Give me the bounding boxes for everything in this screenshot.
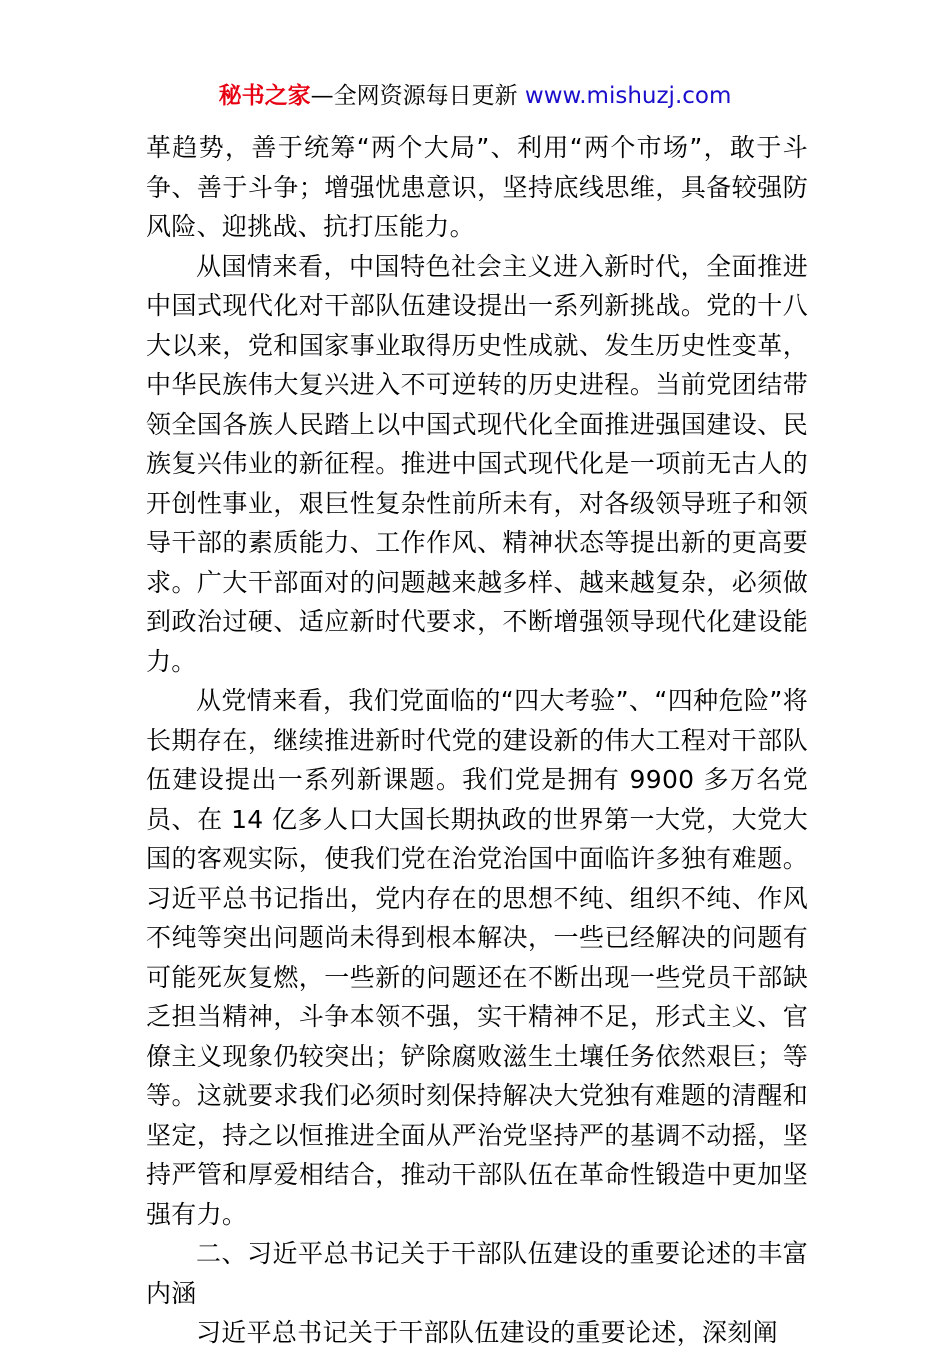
header-tagline: —全网资源每日更新 xyxy=(310,83,518,109)
paragraph-national-situation: 从国情来看，中国特色社会主义进入新时代，全面推进中国式现代化对干部队伍建设提出一系列新挑战。党的十八大以来，党和国家事业取得历史性成就、发生历史性变革，中华民族伟大复兴进入不可逆转的历史进程。当前党团结带领全国各族人民踏上以中国式现代化全面推进强国建设、民族复兴伟业的新征程。推进中国式现代化是一项前无古人的开创性事业，艰巨性复杂性前所未有，对各级领导班子和领导干部的素质能力、工作作风、精神状态等提出新的更高要求。广大干部面对的问题越来越多样、越来越复杂，必须做到政治过硬、适应新时代要求，不断增强领导现代化建设能力。 xyxy=(146,251,808,676)
page-header xyxy=(0,80,950,112)
section-heading: 二、习近平总书记关于干部队伍建设的重要论述的丰富内涵 xyxy=(146,1239,808,1308)
brand-name: 秘书之家 xyxy=(218,83,311,109)
document-body xyxy=(146,128,808,1353)
paragraph-continued: 革趋势，善于统筹“两个大局”、利用“两个市场”，敢于斗争、善于斗争；增强忧患意识，坚持底线思维，具备较强防风险、迎挑战、抗打压能力。 xyxy=(146,133,808,241)
paragraph-section-intro: 习近平总书记关于干部队伍建设的重要论述，深刻阐 xyxy=(196,1318,778,1347)
site-url-link[interactable]: www.mishuzj.com xyxy=(524,83,732,109)
paragraph-party-situation: 从党情来看，我们党面临的“四大考验”、“四种危险”将长期存在，继续推进新时代党的建设新的伟大工程对干部队伍建设提出一系列新课题。我们党是拥有 9900 多万名党员、在 14 亿多人口大国长期执政的世界第一大党，大党大国的客观实际，使我们党在治党治国中面临许多独有难题。习近平总书记指出，党内存在的思想不纯、组织不纯、作风不纯等突出问题尚未得到根本解决，一些已经解决的问题有可能死灰复燃，一些新的问题还在不断出现一些党员干部缺乏担当精神，斗争本领不强，实干精神不足，形式主义、官僚主义现象仍较突出；铲除腐败滋生土壤任务依然艰巨；等等。这就要求我们必须时刻保持解决大党独有难题的清醒和坚定，持之以恒推进全面从严治党坚持严的基调不动摇，坚持严管和厚爱相结合，推动干部队伍在革命性锻造中更加坚强有力。 xyxy=(146,686,808,1229)
